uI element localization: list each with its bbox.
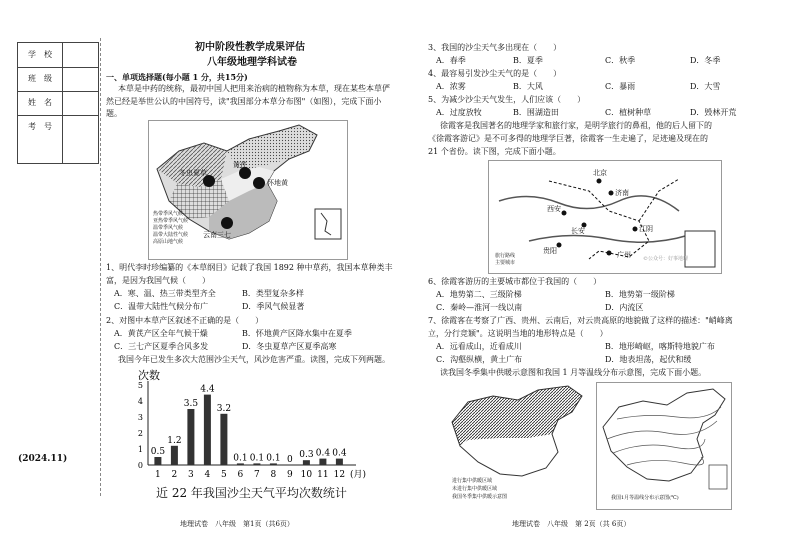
q1-option-c[interactable]: C．温带大陆性气候分布广: [114, 302, 209, 311]
map-label: 怀地黄: [267, 179, 288, 187]
bar-month-7: [253, 463, 260, 465]
bar-month-8: [270, 463, 277, 465]
intro3: 读我国冬季集中供暖示意图和我国 1 月等温线分布示意图，完成下面小题。: [440, 368, 707, 377]
travel-route-map: [488, 160, 722, 274]
exam-date: (2024.11): [18, 454, 68, 464]
bar-value-label: 0.4: [315, 448, 331, 459]
dust-weather-bar-chart: [110, 367, 390, 505]
x-tick-label: 3: [188, 470, 194, 480]
y-tick-label: 3: [137, 413, 143, 422]
city-label: 广州: [617, 251, 631, 259]
y-axis-label: 次数: [138, 369, 160, 382]
bar-value-label: 4.4: [200, 384, 215, 395]
question-7: 7、徐霞客在考察了广西、贵州、云南后，对云贵高原的地貌做了这样的描述："峭峰离: [428, 316, 733, 325]
exam-title: 初中阶段性教学成果评估: [195, 42, 305, 53]
bar-value-label: 0.1: [249, 453, 265, 464]
legend-item: 旅行路线: [495, 253, 516, 259]
question-3: 3、我国的沙尘天气多出现在（ ）: [428, 43, 562, 52]
q2-option-d[interactable]: D．冬虫夏草产区夏季高寒: [242, 342, 337, 351]
question-7-cont: 立，分行竞颖"。这说明当地的地形特点是（ ）: [428, 329, 608, 338]
legend-item: 未进行集中供暖区域: [452, 486, 498, 492]
q6-option-a[interactable]: A．地势第二、三级阶梯: [436, 290, 522, 299]
bar-month-6: [237, 463, 244, 465]
legend-item: 亚热带季风气候: [153, 218, 189, 224]
map-label: 云南三七: [203, 231, 231, 239]
legend-item: 温带季风气候: [153, 225, 184, 231]
intro-line: 题。: [106, 109, 122, 118]
q3-option-a[interactable]: A．春季: [436, 56, 466, 65]
q4-option-b[interactable]: B．大风: [513, 82, 543, 91]
map-label: 冬虫夏草: [179, 169, 207, 177]
intro2-line: 《徐霞客游记》是不可多得的地理学巨著，徐霞客一生走遍了，足迹遍及现在的: [428, 134, 708, 143]
x-axis-label: (月): [350, 470, 367, 480]
bar-value-label: 0.1: [266, 453, 281, 464]
x-tick-label: 9: [287, 470, 293, 480]
question-2: 2、对图中本草产区叙述不正确的是（ ）: [106, 316, 264, 325]
route-legend: [495, 253, 515, 267]
question-1: 1、明代李时珍编纂的《本草纲目》记载了我国 1892 种中草药，我国本草种类丰: [106, 263, 393, 272]
q1-option-d[interactable]: D．季风气候显著: [242, 302, 305, 311]
legend-item: 热带季风气候: [153, 211, 184, 217]
student-info-box: [17, 42, 99, 164]
q7-option-d[interactable]: D．地表坦荡，起伏和缓: [605, 355, 692, 364]
q5-option-c[interactable]: C．植树种草: [605, 108, 652, 117]
x-tick-label: 6: [237, 470, 244, 480]
q6-option-d[interactable]: D．内流区: [605, 303, 644, 312]
q2-option-b[interactable]: B．怀地黄产区降水集中在夏季: [242, 329, 352, 338]
legend-item: 高原山地气候: [153, 239, 184, 245]
q1-option-b[interactable]: B．类型复杂多样: [242, 289, 304, 298]
q7-option-a[interactable]: A．远看成山，近看成川: [436, 342, 522, 351]
school-label: 学 校: [28, 50, 52, 59]
exam-number-row[interactable]: [18, 115, 98, 163]
q2-option-c[interactable]: C．三七产区夏季合风多发: [114, 342, 209, 351]
heating-map: [448, 382, 588, 502]
city-label: 西安: [547, 205, 561, 213]
intro2-line: 徐霞客是我国著名的地理学家和旅行家，是明学旅行的鼻祖，他的后人留下的: [440, 121, 712, 130]
intro-line: 然已经是举世公认的中国符号，读"我国部分本草分布图"（如图），完成下面小: [106, 97, 382, 106]
isotherm-map: [596, 382, 732, 510]
legend-item: 温带大陆性气候: [153, 232, 189, 238]
page-footer-left: 地理试卷 八年级 第1页（共6页）: [180, 520, 294, 528]
map-caption: 我国冬季集中供暖示意图: [452, 494, 508, 500]
exam-subtitle: 八年级地理学科试卷: [207, 57, 297, 68]
chart-title: 近 22 年我国沙尘天气平均次数统计: [156, 486, 347, 500]
map-legend: [153, 211, 188, 246]
x-tick-label: 2: [171, 470, 178, 480]
legend-item: 进行集中供暖区域: [452, 478, 493, 484]
x-tick-label: 8: [270, 470, 277, 480]
x-tick-label: 4: [204, 470, 211, 480]
x-tick-label: 12: [333, 470, 346, 480]
school-row[interactable]: [18, 43, 98, 68]
city-label: 江阴: [639, 225, 653, 233]
heating-map-figure: [448, 382, 588, 482]
y-tick-label: 2: [137, 429, 143, 438]
legend-item: 主要城市: [495, 260, 516, 266]
y-tick-label: 5: [137, 381, 143, 390]
binding-line: [100, 38, 101, 496]
name-label: 姓 名: [28, 98, 52, 107]
q1-option-a[interactable]: A．寒、温、热三带类型齐全: [114, 289, 216, 298]
y-tick-label: 0: [137, 461, 143, 470]
city-label: 贵阳: [543, 247, 557, 255]
chart-intro: 我国今年已发生多次大范围沙尘天气，风沙危害严重。读图，完成下列两题。: [118, 355, 390, 364]
section-heading: 一、单项选择题(每小题 1 分，共15分): [106, 72, 248, 82]
bar-value-label: 3.5: [183, 399, 199, 409]
map-label: 黄芪: [233, 161, 247, 169]
q5-option-d[interactable]: D．毁林开荒: [690, 108, 737, 117]
question-5: 5、为减少沙尘天气发生，人们应该（ ）: [428, 95, 586, 104]
bar-month-4: [204, 395, 211, 465]
question-6: 6、徐霞客游历的主要城市都位于我国的（ ）: [428, 277, 602, 286]
city-label: 济南: [615, 189, 629, 197]
city-label: 北京: [593, 169, 607, 177]
q2-option-a[interactable]: A．黄芪产区全年气候干燥: [114, 329, 208, 338]
x-tick-label: 7: [254, 470, 260, 480]
bar-value-label: 0.3: [299, 450, 314, 461]
sanqi-marker: [221, 217, 233, 229]
q4-option-d[interactable]: D．大雪: [690, 82, 721, 91]
herb-distribution-map: [148, 120, 348, 260]
q5-option-a[interactable]: A．过度放牧: [436, 108, 482, 117]
x-tick-label: 1: [155, 470, 161, 480]
question-4: 4、最容易引发沙尘天气的是（ ）: [428, 69, 562, 78]
exam-number-label: 考 号: [28, 122, 52, 131]
q6-option-b[interactable]: B．地势第一级阶梯: [605, 290, 675, 299]
q6-option-c[interactable]: C．秦岭—淮河一线以南: [436, 303, 523, 312]
bar-value-label: 3.2: [216, 403, 232, 414]
q7-option-c[interactable]: C．沟壑纵横，黄土广布: [436, 355, 523, 364]
q3-option-c[interactable]: C．秋季: [605, 56, 636, 65]
bar-month-5: [220, 414, 227, 465]
page-footer-right: 地理试卷 八年级 第 2页（共 6页）: [512, 520, 631, 528]
name-row[interactable]: [18, 91, 98, 116]
city-label: 长安: [571, 227, 585, 235]
bar-value-label: 0: [287, 455, 293, 465]
x-tick-label: 5: [221, 470, 227, 480]
bar-value-label: 0.4: [332, 448, 347, 459]
q5-option-b[interactable]: B．围湖造田: [513, 108, 559, 117]
q4-option-c[interactable]: C．暴雨: [605, 82, 636, 91]
x-tick-label: 10: [300, 470, 313, 480]
bar-month-2: [171, 446, 178, 465]
question-1-cont: 富，是因为我国气候（ ）: [106, 276, 210, 285]
x-tick-label: 11: [317, 470, 329, 480]
map-caption: 我国1月等温线分布示意图(℃): [611, 495, 679, 501]
bar-value-label: 1.2: [167, 435, 182, 446]
map-watermark: ©公众号：好事地理: [643, 256, 689, 262]
intro-line: 本草是中药的统称，最初中国人把用来治病的植物称为本草，现在某些本草俨: [118, 84, 390, 93]
bar-month-11: [319, 459, 326, 465]
q7-option-b[interactable]: B．地形崎岖，喀斯特地貌广布: [605, 342, 715, 351]
bar-month-1: [154, 457, 161, 465]
huaidihuang-marker: [253, 177, 265, 189]
y-tick-label: 1: [137, 445, 143, 454]
q4-option-a[interactable]: A．浓雾: [436, 82, 466, 91]
isotherm-map-figure: [597, 383, 731, 493]
class-row[interactable]: [18, 67, 98, 92]
bar-value-label: 0.5: [150, 447, 166, 457]
bar-month-12: [336, 459, 343, 465]
q3-option-b[interactable]: B．夏季: [513, 56, 543, 65]
y-tick-label: 4: [137, 397, 143, 406]
intro2-line: 21 个省份。读下图，完成下面小题。: [428, 147, 561, 156]
bar-month-10: [303, 460, 310, 465]
bar-month-3: [187, 409, 194, 465]
bar-value-label: 0.1: [233, 453, 248, 464]
q3-option-d[interactable]: D．冬季: [690, 56, 721, 65]
class-label: 班 级: [28, 74, 52, 83]
